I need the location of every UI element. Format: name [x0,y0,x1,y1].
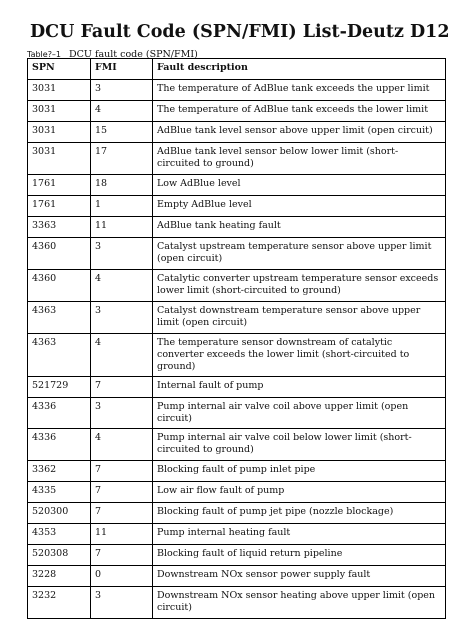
spn-cell: 3232 [28,587,91,619]
table-row [28,270,446,302]
fault-description-cell: Pump internal heating fault [153,524,446,545]
fault-description-cell: Downstream NOx sensor heating above upper limit (open circuit) [153,587,446,619]
table-caption-text: DCU fault code (SPN/FMI) [69,49,198,60]
fmi-cell: 18 [91,175,153,196]
table-row [28,122,446,143]
column-header-fault-description: Fault description [153,59,446,80]
fault-description-cell: Blocking fault of pump inlet pipe [153,461,446,482]
fmi-cell: 0 [91,566,153,587]
spn-cell: 4363 [28,334,91,377]
spn-cell: 3362 [28,461,91,482]
spn-cell: 3031 [28,80,91,101]
fault-description-cell: AdBlue tank heating fault [153,217,446,238]
fmi-cell: 4 [91,334,153,377]
fault-description-cell: Pump internal air valve coil below lower limit (short-circuited to ground) [153,429,446,461]
spn-cell: 1761 [28,175,91,196]
table-row [28,524,446,545]
fault-description-cell: Internal fault of pump [153,377,446,398]
table-row [28,545,446,566]
spn-cell: 3031 [28,143,91,175]
fault-description-cell: Catalyst downstream temperature sensor above upper limit (open circuit) [153,302,446,334]
table-row [28,175,446,196]
table-row [28,398,446,429]
fmi-cell: 7 [91,482,153,503]
fault-description-cell: Blocking fault of liquid return pipeline [153,545,446,566]
table-row [28,143,446,175]
table-row [28,461,446,482]
fmi-cell: 7 [91,461,153,482]
table-row [28,566,446,587]
fault-description-cell: Catalyst upstream temperature sensor above upper limit (open circuit) [153,238,446,270]
fault-code-table [27,58,446,619]
spn-cell: 3363 [28,217,91,238]
spn-cell: 4335 [28,482,91,503]
fmi-cell: 3 [91,302,153,334]
fault-description-cell: The temperature of AdBlue tank exceeds the upper limit [153,80,446,101]
table-row [28,429,446,461]
table-row [28,503,446,524]
fault-description-cell: Low air flow fault of pump [153,482,446,503]
table-row [28,217,446,238]
table-row [28,377,446,398]
table-row [28,482,446,503]
spn-cell: 4336 [28,429,91,461]
column-header-spn: SPN [28,59,91,80]
fmi-cell: 4 [91,101,153,122]
table-row [28,302,446,334]
spn-cell: 520308 [28,545,91,566]
fmi-cell: 11 [91,217,153,238]
table-row [28,101,446,122]
fmi-cell: 17 [91,143,153,175]
fault-description-cell: Blocking fault of pump jet pipe (nozzle blockage) [153,503,446,524]
fmi-cell: 4 [91,429,153,461]
fault-description-cell: Downstream NOx sensor power supply fault [153,566,446,587]
fault-description-cell: AdBlue tank level sensor below lower limit (short-circuited to ground) [153,143,446,175]
fmi-cell: 3 [91,238,153,270]
table-row [28,587,446,619]
spn-cell: 520300 [28,503,91,524]
fmi-cell: 7 [91,377,153,398]
fault-description-cell: The temperature of AdBlue tank exceeds the lower limit [153,101,446,122]
spn-cell: 3228 [28,566,91,587]
fmi-cell: 3 [91,80,153,101]
fmi-cell: 15 [91,122,153,143]
table-row [28,238,446,270]
spn-cell: 4336 [28,398,91,429]
fmi-cell: 3 [91,587,153,619]
spn-cell: 3031 [28,122,91,143]
page-title: DCU Fault Code (SPN/FMI) List-Deutz D12 [30,22,450,42]
fmi-cell: 1 [91,196,153,217]
spn-cell: 4353 [28,524,91,545]
fmi-cell: 3 [91,398,153,429]
fault-description-cell: Pump internal air valve coil above upper limit (open circuit) [153,398,446,429]
fault-description-cell: Low AdBlue level [153,175,446,196]
table-row [28,334,446,377]
fault-description-cell: The temperature sensor downstream of catalytic converter exceeds the lower limit (short-circuited to ground) [153,334,446,377]
column-header-fmi: FMI [91,59,153,80]
spn-cell: 4360 [28,238,91,270]
fault-description-cell: AdBlue tank level sensor above upper limit (open circuit) [153,122,446,143]
table-row [28,80,446,101]
table-caption-prefix: Table?–1 [27,50,62,59]
fmi-cell: 7 [91,545,153,566]
spn-cell: 4363 [28,302,91,334]
fmi-cell: 7 [91,503,153,524]
spn-cell: 3031 [28,101,91,122]
fmi-cell: 4 [91,270,153,302]
spn-cell: 521729 [28,377,91,398]
fault-description-cell: Catalytic converter upstream temperature sensor exceeds lower limit (short-circuited to ground) [153,270,446,302]
spn-cell: 1761 [28,196,91,217]
fault-description-cell: Empty AdBlue level [153,196,446,217]
table-row [28,196,446,217]
spn-cell: 4360 [28,270,91,302]
fmi-cell: 11 [91,524,153,545]
table-header-row [28,59,446,80]
